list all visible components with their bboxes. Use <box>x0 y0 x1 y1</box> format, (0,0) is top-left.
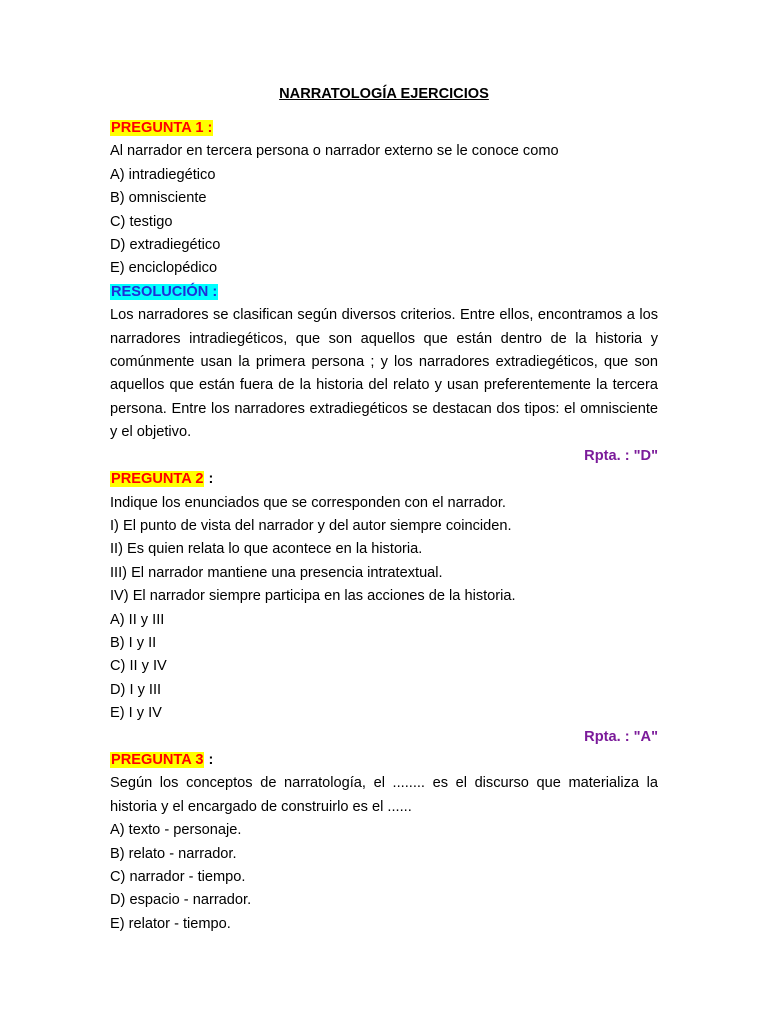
question-1-answer: Rpta. : "D" <box>584 447 658 464</box>
resolution-header <box>110 281 658 304</box>
question-3-header <box>110 749 658 772</box>
question-2-option-e: E) I y IV <box>110 705 162 722</box>
question-3-stem: Según los conceptos de narratología, el ........ es el discurso que materializa la historia y el encargado de construirlo es el ...... <box>110 775 658 815</box>
question-2-option-b: B) I y II <box>110 634 157 651</box>
question-2-option-a: A) II y III <box>110 611 165 628</box>
question-3-option-e: E) relator - tiempo. <box>110 915 231 932</box>
question-1-option-e: E) enciclopédico <box>110 260 218 277</box>
question-2-header <box>110 468 658 491</box>
question-2-statement-2: II) Es quien relata lo que acontece en la historia. <box>110 541 423 558</box>
resolution-text: Los narradores se clasifican según diversos criterios. Entre ellos, encontramos a los narradores intradiegéticos, que son aquellos que están dentro de la historia y comúnmente usan la primera persona ; y los narradores extradiegéticos, que son aquellos que están fuera de la historia del relato y usan preferentemente la tercera persona. Entre los narradores extradiegéticos se destacan dos tipos: el omnisciente y el objetivo. <box>110 307 658 441</box>
question-2-answer: Rpta. : "A" <box>584 728 658 745</box>
question-1-label: PREGUNTA 1 : <box>111 120 213 136</box>
question-1-option-b: B) omnisciente <box>110 190 207 207</box>
question-2-statement-1: I) El punto de vista del narrador y del autor siempre coinciden. <box>110 517 512 534</box>
question-3-option-c: C) narrador - tiempo. <box>110 869 246 885</box>
question-3-option-d: D) espacio - narrador. <box>110 892 252 909</box>
question-1-option-d: D) extradiegético <box>110 237 221 254</box>
question-2-stem: Indique los enunciados que se corresponden con el narrador. <box>110 494 506 511</box>
resolution-label: RESOLUCIÓN : <box>111 283 218 300</box>
document-page <box>110 82 658 936</box>
question-1-option-c: C) testigo <box>110 213 173 230</box>
question-2-option-d: D) I y III <box>110 681 162 698</box>
question-2-option-c: C) II y IV <box>110 658 167 675</box>
question-3-option-b: B) relato - narrador. <box>110 845 237 862</box>
question-2-label: PREGUNTA 2 <box>111 471 204 488</box>
document-title: NARRATOLOGÍA EJERCICIOS <box>279 86 489 102</box>
question-1-option-a: A) intradiegético <box>110 166 216 183</box>
question-3-option-a: A) texto - personaje. <box>110 822 242 839</box>
question-3-label: PREGUNTA 3 <box>111 751 204 768</box>
question-1-header <box>110 117 658 140</box>
question-3-colon: : <box>208 751 214 768</box>
question-2-statement-3: III) El narrador mantiene una presencia intratextual. <box>110 564 443 581</box>
question-1-stem: Al narrador en tercera persona o narrador externo se le conoce como <box>110 143 559 160</box>
question-2-statement-4: IV) El narrador siempre participa en las acciones de la historia. <box>110 588 516 605</box>
question-2-colon: : <box>208 471 214 488</box>
